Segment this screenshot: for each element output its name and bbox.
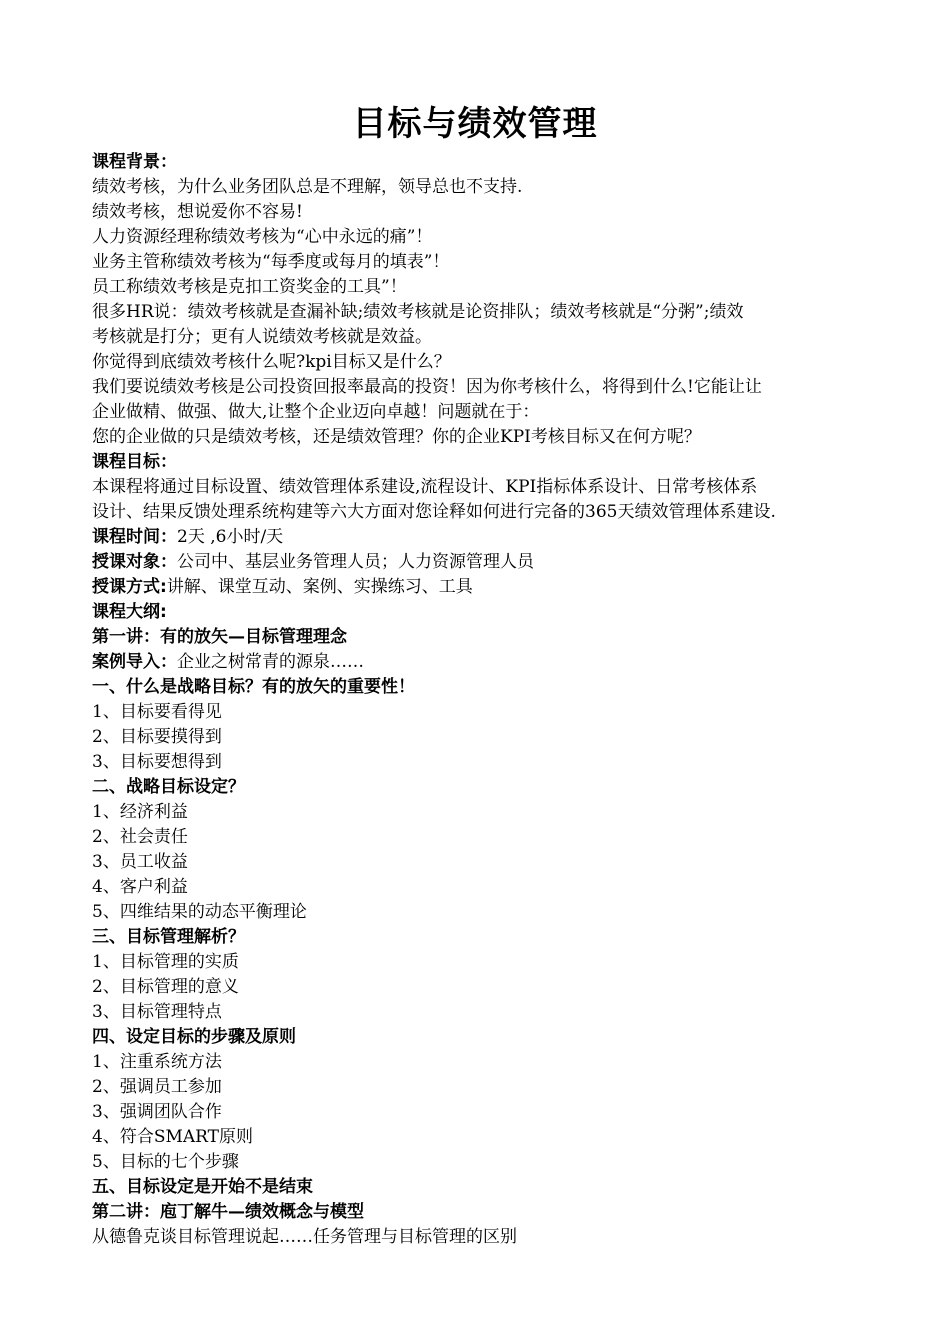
- list-item: 5、四维结果的动态平衡理论: [92, 902, 307, 922]
- objective-line: 本课程将通过目标设置、绩效管理体系建设,流程设计、KPI指标体系设计、日常考核体系: [92, 477, 758, 497]
- background-line: 员工称绩效考核是克扣工资奖金的工具”！: [92, 277, 407, 297]
- case-intro-label: 案例导入：: [92, 652, 177, 672]
- course-time-value: 2天 ,6小时/天: [177, 527, 284, 547]
- list-item: 4、符合SMART原则: [92, 1127, 253, 1147]
- method-label: 授课方式:: [92, 577, 167, 597]
- background-paragraph-line: 您的企业做的只是绩效考核，还是绩效管理？你的企业KPI考核目标又在何方呢？: [92, 427, 701, 447]
- list-item: 1、目标管理的实质: [92, 952, 239, 972]
- background-line: 绩效考核，为什么业务团队总是不理解，领导总也不支持.: [92, 177, 523, 197]
- method-row: [92, 575, 864, 600]
- objective-line: 设计、结果反馈处理系统构建等六大方面对您诠释如何进行完备的365天绩效管理体系建设.: [92, 502, 776, 522]
- background-line: 业务主管称绩效考核为“每季度或每月的填表”！: [92, 252, 450, 272]
- objective-heading: 课程目标：: [92, 452, 177, 472]
- course-time-label: 课程时间：: [92, 527, 177, 547]
- list-item: 4、客户利益: [92, 877, 188, 897]
- audience-label: 授课对象：: [92, 552, 177, 572]
- lecture-line: 从德鲁克谈目标管理说起……任务管理与目标管理的区别: [92, 1227, 517, 1247]
- list-item: 1、经济利益: [92, 802, 188, 822]
- list-item: 5、目标的七个步骤: [92, 1152, 239, 1172]
- audience-row: [92, 550, 864, 575]
- list-item: 2、强调员工参加: [92, 1077, 222, 1097]
- section-heading: 四、设定目标的步骤及原则: [92, 1027, 296, 1047]
- section-heading: 三、目标管理解析？: [92, 927, 245, 947]
- list-item: 3、目标管理特点: [92, 1002, 222, 1022]
- section-heading: 一、什么是战略目标？有的放矢的重要性！: [92, 677, 415, 697]
- document-body: [92, 150, 864, 1250]
- outline-heading: 课程大纲:: [92, 602, 167, 622]
- background-line: 绩效考核，想说爱你不容易!: [92, 202, 303, 222]
- list-item: 2、社会责任: [92, 827, 188, 847]
- method-value: 讲解、课堂互动、案例、实操练习、工具: [166, 577, 473, 597]
- case-intro-value: 企业之树常青的源泉……: [177, 652, 364, 672]
- background-paragraph-line: 企业做精、做强、做大,让整个企业迈向卓越！问题就在于：: [92, 402, 540, 422]
- audience-value: 公司中、基层业务管理人员；人力资源管理人员: [177, 552, 534, 572]
- background-paragraph-line: 我们要说绩效考核是公司投资回报率最高的投资！因为你考核什么，将得到什么!它能让让: [92, 377, 762, 397]
- document-title: 目标与绩效管理: [352, 104, 598, 144]
- background-paragraph-line: 很多HR说：绩效考核就是查漏补缺;绩效考核就是论资排队；绩效考核就是“分粥”;绩效: [92, 302, 744, 322]
- lecture-title: 第一讲：有的放矢—目标管理理念: [92, 627, 347, 647]
- background-paragraph-line: 考核就是打分；更有人说绩效考核就是效益。: [92, 327, 432, 347]
- list-item: 1、目标要看得见: [92, 702, 222, 722]
- case-intro-row: [92, 650, 864, 675]
- section-heading: 二、战略目标设定？: [92, 777, 245, 797]
- list-item: 3、强调团队合作: [92, 1102, 222, 1122]
- list-item: 2、目标要摸得到: [92, 727, 222, 747]
- list-item: 1、注重系统方法: [92, 1052, 222, 1072]
- list-item: 2、目标管理的意义: [92, 977, 239, 997]
- list-item: 3、目标要想得到: [92, 752, 222, 772]
- background-line: 人力资源经理称绩效考核为“心中永远的痛”！: [92, 227, 433, 247]
- background-heading: 课程背景：: [92, 152, 177, 172]
- course-time-row: [92, 525, 864, 550]
- background-question: 你觉得到底绩效考核什么呢?kpi目标又是什么？: [92, 352, 451, 372]
- section-heading: 五、目标设定是开始不是结束: [92, 1177, 313, 1197]
- list-item: 3、员工收益: [92, 852, 188, 872]
- lecture-title: 第二讲：庖丁解牛—绩效概念与模型: [92, 1202, 364, 1222]
